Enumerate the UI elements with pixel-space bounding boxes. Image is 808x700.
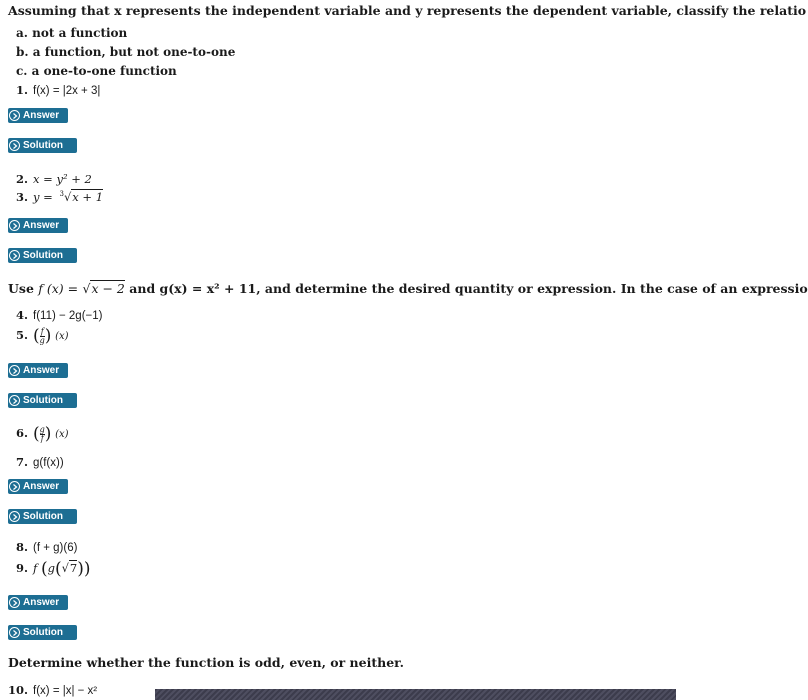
- radicand: 7: [69, 561, 78, 575]
- solution-label: Solution: [23, 140, 63, 151]
- section-3-heading: Determine whether the function is odd, even, or neither.: [8, 655, 404, 670]
- answer-button-2[interactable]: [8, 218, 68, 233]
- problem-number: 6.: [16, 426, 29, 440]
- solution-button-5[interactable]: [8, 625, 77, 640]
- answer-label: Answer: [23, 597, 60, 608]
- denominator: f: [40, 433, 44, 443]
- problem-lhs: y =: [33, 190, 53, 204]
- chevron-right-icon: [9, 597, 20, 608]
- f-radicand: x − 2: [91, 281, 125, 296]
- argument: (x): [55, 331, 69, 342]
- problem-number: 4.: [16, 308, 29, 322]
- problem-6: [16, 424, 69, 444]
- problem-9: [16, 559, 91, 579]
- close-paren: ): [44, 424, 52, 444]
- intro-heading: Assuming that x represents the independent variable and y represents the dependent variable, classify the relatio: [8, 3, 807, 18]
- solution-button-2[interactable]: [8, 248, 77, 263]
- problem-expression: g(f(x)): [33, 457, 64, 469]
- radical-sign: √: [61, 561, 69, 575]
- bottom-overlay-bar: [155, 689, 676, 700]
- chevron-right-icon: [9, 395, 20, 406]
- answer-label: Answer: [23, 110, 60, 121]
- problem-number: 9.: [16, 561, 29, 575]
- problem-expression: f(x) = |x| − x²: [33, 685, 98, 697]
- problem-expression: f(11) − 2g(−1): [33, 310, 103, 322]
- solution-button-1[interactable]: [8, 138, 77, 153]
- close-paren: )): [77, 559, 91, 579]
- problem-2: [16, 172, 92, 186]
- open-paren: (: [40, 559, 48, 579]
- answer-button-4[interactable]: [8, 479, 68, 494]
- problem-number: 7.: [16, 455, 29, 469]
- option-c: c. a one-to-one function: [16, 64, 177, 78]
- problem-number: 10.: [8, 683, 29, 697]
- problem-7: [16, 455, 64, 469]
- chevron-right-icon: [9, 481, 20, 492]
- chevron-right-icon: [9, 220, 20, 231]
- solution-label: Solution: [23, 511, 63, 522]
- problem-number: 1.: [16, 83, 29, 97]
- answer-button-1[interactable]: [8, 108, 68, 123]
- g-definition-and-task: and g(x) = x² + 11, and determine the desired quantity or expression. In the case of an expressio: [129, 281, 808, 296]
- open-paren: (: [33, 424, 40, 444]
- root-index: 3: [59, 190, 64, 199]
- problem-3: [16, 190, 103, 204]
- section-2-heading: [8, 281, 808, 296]
- solution-label: Solution: [23, 627, 63, 638]
- problem-8: [16, 540, 77, 554]
- problem-expression: (f + g)(6): [33, 542, 78, 554]
- radicand: x + 1: [72, 190, 104, 204]
- chevron-right-icon: [9, 140, 20, 151]
- solution-label: Solution: [23, 395, 63, 406]
- chevron-right-icon: [9, 627, 20, 638]
- problem-5: [16, 326, 69, 346]
- chevron-right-icon: [9, 365, 20, 376]
- answer-button-3[interactable]: [8, 363, 68, 378]
- solution-button-3[interactable]: [8, 393, 77, 408]
- answer-button-5[interactable]: [8, 595, 68, 610]
- problem-number: 8.: [16, 540, 29, 554]
- problem-1: [16, 83, 100, 97]
- problem-number: 5.: [16, 328, 29, 342]
- problem-expression: f(x) = |2x + 3|: [33, 85, 101, 97]
- open-paren: (: [33, 326, 40, 346]
- use-word: Use: [8, 281, 34, 296]
- solution-label: Solution: [23, 250, 63, 261]
- answer-label: Answer: [23, 220, 60, 231]
- inner-function: g: [47, 561, 55, 575]
- open-paren: (: [54, 559, 62, 579]
- numerator: f: [40, 326, 44, 336]
- problem-expression: x = y² + 2: [33, 172, 92, 186]
- chevron-right-icon: [9, 250, 20, 261]
- solution-button-4[interactable]: [8, 509, 77, 524]
- problem-number: 2.: [16, 172, 29, 186]
- problem-number: 3.: [16, 190, 29, 204]
- problem-4: [16, 308, 102, 322]
- option-b: b. a function, but not one-to-one: [16, 45, 236, 59]
- radical-sign: √: [82, 281, 91, 296]
- argument: (x): [55, 429, 69, 440]
- problem-10: [8, 683, 97, 697]
- chevron-right-icon: [9, 511, 20, 522]
- radical-sign: √: [63, 190, 72, 204]
- chevron-right-icon: [9, 110, 20, 121]
- answer-label: Answer: [23, 365, 60, 376]
- answer-label: Answer: [23, 481, 60, 492]
- close-paren: ): [44, 326, 52, 346]
- denominator: g: [39, 335, 45, 345]
- f-definition: f (x) =: [38, 281, 79, 296]
- numerator: g: [39, 424, 45, 434]
- option-a: a. not a function: [16, 26, 128, 40]
- outer-function: f: [33, 561, 38, 575]
